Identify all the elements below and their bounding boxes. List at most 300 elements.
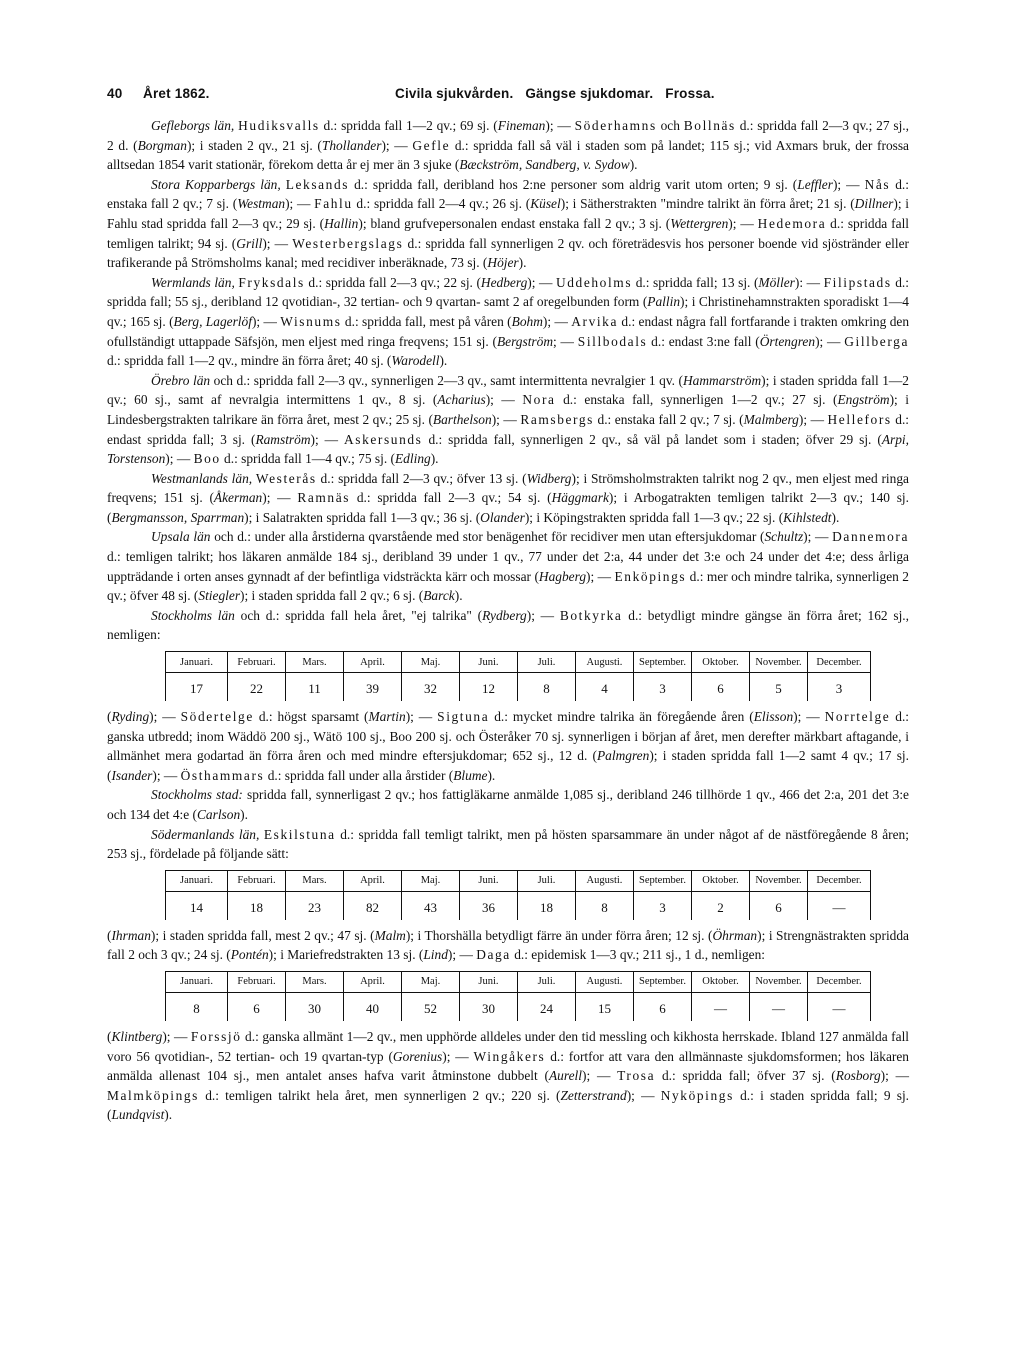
month-header: Januari.: [166, 652, 228, 673]
paragraph-stockholms-lan-cont: [107, 707, 909, 785]
text-run: ).: [439, 353, 448, 369]
text-run: ).: [518, 255, 527, 271]
text-run: ); —: [152, 767, 181, 783]
doctor-name: Ramström: [255, 431, 311, 447]
month-value: 6: [228, 992, 286, 1021]
doctor-name: Stiegler: [198, 588, 241, 604]
month-value: 15: [576, 992, 634, 1021]
paragraph-sodermanland-cont: [107, 926, 909, 965]
text-run: ); —: [162, 1028, 191, 1044]
district-name: Westerbergslags: [292, 235, 404, 251]
month-value: 5: [750, 673, 808, 702]
month-value: —: [808, 992, 871, 1021]
text-run: ); —: [832, 176, 865, 192]
paragraph-kopparberg: [107, 175, 909, 273]
month-header: Januari.: [166, 870, 228, 891]
month-header: April.: [344, 971, 402, 992]
district-name: Bollnäs: [683, 118, 736, 133]
month-header: November.: [750, 652, 808, 673]
doctor-name: Barck: [423, 588, 455, 604]
text-run: ); i staden spridda fall 2 qv.; 6 sj. (: [240, 588, 424, 604]
month-value: 8: [576, 891, 634, 920]
monthly-cases-table-botkyrka: [165, 651, 871, 701]
text-run: d.: spridda fall så väl i staden som på landet; 115 sj.; vid Axmars bruk, der frossa alltsedan 1854 varit stationär, förekom detta år ej mer än 3 sjuke (: [107, 137, 910, 173]
text-run: ); —: [381, 137, 413, 153]
doctor-name: Malmberg: [743, 411, 799, 427]
page: [107, 86, 909, 1125]
text-run: ); i staden spridda fall 1—2 samt 4 qv.; 17 sj. (: [107, 748, 910, 783]
month-value: 30: [286, 992, 344, 1021]
doctor-name: Pallin: [647, 294, 681, 310]
doctor-name: Åkerman: [213, 490, 263, 506]
table-header-row: [166, 870, 871, 891]
text-run: d.: spridda fall 2—3 qv.; öfver 13 sj. (: [316, 470, 527, 486]
doctor-name: Elisson: [753, 709, 794, 725]
text-run: ); —: [405, 709, 438, 725]
doctor-name: Acharius: [437, 392, 486, 408]
district-name: Wisnums: [280, 313, 342, 329]
month-value: 6: [692, 673, 750, 702]
month-value: 17: [166, 673, 228, 702]
text-run: ); —: [626, 1087, 661, 1103]
text-run: och d.: spridda fall 2—3 qv., synnerligen 2—3 qv., samt intermittenta nevralgier 1 qv. (: [210, 372, 684, 388]
text-run: ); —: [728, 215, 758, 231]
month-header: Juli.: [518, 971, 576, 992]
month-header: Juni.: [460, 971, 518, 992]
doctor-name: Arpi, Torstenson: [107, 431, 909, 467]
text-run: d.: spridda fall 2—3 qv.; 22 sj. (: [304, 274, 481, 290]
text-run: ); —: [545, 118, 575, 133]
month-header: Augusti.: [576, 652, 634, 673]
month-header: April.: [344, 652, 402, 673]
district-name: Forssjö: [190, 1028, 242, 1044]
text-run: d.: högst sparsamt (: [253, 709, 369, 725]
district-name: Hellefors: [827, 411, 892, 427]
text-run: ); —: [803, 529, 833, 545]
doctor-name: Pontén: [230, 947, 269, 963]
text-run: ); —: [310, 431, 344, 447]
doctor-name: Blume: [453, 767, 488, 783]
month-value: 3: [634, 673, 692, 702]
text-run: d.: endast några fall fortfarande i trakten omkring den ofullständigt uttappade Säfsjön, men eljest med ringa freqvens; 151 sj. (: [107, 313, 910, 349]
text-run: ); i Arbogatrakten temligen talrikt 2—3 qv.; 140 sj. (: [107, 490, 909, 525]
text-run: d.: spridda fall 2—4 qv.; 26 sj. (: [352, 196, 531, 212]
running-title: [395, 86, 723, 101]
month-value: 43: [402, 891, 460, 920]
text-run: ); i Thorshälla betydligt färre än under förra åren; 12 sj. (: [405, 927, 713, 943]
doctor-name: Ryding: [111, 709, 150, 725]
text-run: d.: spridda fall, mest på våren (: [341, 313, 512, 329]
text-run: d.: spridda fall, deribland hos 2:ne personer som aldrig varit utom orten; 9 sj. (: [349, 176, 798, 192]
month-header: Juli.: [518, 652, 576, 673]
doctor-name: Borgman: [137, 137, 187, 153]
text-run: ); —: [880, 1068, 910, 1084]
county-name: Gefleborgs län,: [151, 118, 235, 133]
month-value: 11: [286, 673, 344, 702]
district-name: Nyköpings: [660, 1087, 734, 1103]
month-value: 6: [634, 992, 692, 1021]
text-run: ); —: [262, 490, 298, 506]
county-name: Westmanlands län,: [151, 470, 253, 486]
doctor-name: Örtengren: [759, 333, 816, 349]
month-header: Februari.: [228, 971, 286, 992]
district-name: Norrtelge: [824, 709, 891, 725]
doctor-name: Warodell: [391, 353, 440, 369]
text-run: ); i staden spridda fall, mest 2 qv.; 47 sj. (: [150, 927, 375, 943]
district-name: Hudiksvalls: [238, 118, 320, 133]
text-run: (: [107, 927, 112, 943]
page-number: 40: [107, 86, 123, 101]
text-run: d.: spridda fall under alla årstider (: [264, 767, 454, 783]
text-run: ).: [629, 157, 638, 173]
district-name: Botkyrka: [559, 607, 623, 623]
text-run: ); —: [285, 196, 315, 212]
doctor-name: Ihrman: [111, 927, 151, 943]
doctor-name: Möller: [758, 274, 795, 290]
paragraph-wermland: [107, 273, 909, 371]
text-run: spridda fall, synnerligast 2 qv.; hos fattigläkarne anmälde 1,085 sj., deribland 246 tillhörde 1 qv., 466 det 2:a, 201 det 3:e och 134 det 4:e (: [107, 787, 910, 822]
text-run: ); —: [447, 947, 477, 963]
text-run: d.: mer och mindre talrika, synnerligen 2 qv.; öfver 48 sj. (: [107, 568, 909, 604]
text-run: d.: enstaka fall, synnerligen 1—2 qv.; 27 sj. (: [555, 392, 838, 408]
county-name: Upsala län: [151, 529, 211, 545]
paragraph-stockholms-stad: [107, 785, 909, 824]
doctor-name: Leffler: [797, 176, 833, 192]
district-name: Eskilstuna: [263, 826, 336, 842]
text-run: ): —: [794, 274, 824, 290]
month-value: 12: [460, 673, 518, 702]
district-name: Fahlu: [314, 196, 353, 212]
doctor-name: Carlson: [197, 807, 241, 822]
district-name: Nås: [864, 176, 891, 192]
text-run: ); —: [485, 392, 523, 408]
text-run: ); i Lindesbergstrakten talrikare än förra året, mest 2 qv.; 25 sj. (: [107, 392, 910, 427]
doctor-name: Barthelson: [432, 411, 492, 427]
doctor-name: Engström: [837, 392, 890, 408]
month-header: Maj.: [402, 971, 460, 992]
monthly-cases-table-daga: [165, 971, 871, 1021]
month-value: 18: [518, 891, 576, 920]
district-name: Ramsbergs: [520, 411, 594, 427]
month-value: —: [692, 992, 750, 1021]
month-header: December.: [808, 971, 871, 992]
text-run: d.: spridda fall 1—2 qv., mindre än förra året; 40 sj. (: [107, 353, 392, 369]
district-name: Gillberga: [844, 333, 909, 349]
month-header: Maj.: [402, 870, 460, 891]
table-value-row: [166, 891, 871, 920]
text-run: ); —: [165, 451, 194, 467]
text-run: d.: spridda fall temligen talrikt; 94 sj. (: [107, 215, 910, 251]
district-name: Malmköpings: [107, 1087, 199, 1103]
month-header: Augusti.: [576, 971, 634, 992]
doctor-name: Hammarström: [683, 372, 762, 388]
text-run: ); —: [542, 313, 572, 329]
text-run: ); —: [527, 274, 556, 290]
text-run: d.: ganska allmänt 1—2 qv., men upphörde alldeles under den tid messling och kikhosta herrskade. Ibland 127 anmälda fall voro 56 qvotidian-, 52 tertian- och 19 qvartan-typ (: [107, 1028, 910, 1064]
doctor-name: Dillner: [854, 196, 894, 212]
month-header: Januari.: [166, 971, 228, 992]
doctor-name: Küsel: [530, 196, 561, 212]
doctor-name: Aurell: [549, 1068, 582, 1084]
text-run: ); i Fahlu stad spridda fall 2—3 qv.; 29 sj. (: [107, 196, 910, 231]
doctor-name: Thollander: [321, 137, 382, 153]
monthly-cases-table-eskilstuna: [165, 870, 871, 920]
doctor-name: Hedberg: [480, 274, 528, 290]
month-value: 8: [166, 992, 228, 1021]
table-header-row: [166, 652, 871, 673]
month-header: Februari.: [228, 652, 286, 673]
text-run: ).: [164, 1107, 173, 1123]
text-run: ); i Strengnästrakten spridda fall 2 och 3 qv.; 24 sj. (: [107, 927, 909, 963]
month-header: December.: [808, 870, 871, 891]
district-name: Ramnäs: [297, 490, 351, 506]
text-run: d.: spridda fall; 55 sj., deribland 12 qvotidian-, 32 tertian- och 9 qvartan- samt 2 af oregelbunden form (: [107, 274, 910, 310]
text-run: ); i Christinehamnstrakten sporadiskt 1—4 qv.; 165 sj. (: [107, 294, 909, 329]
month-value: 8: [518, 673, 576, 702]
doctor-name: Widberg: [526, 470, 572, 486]
month-value: 24: [518, 992, 576, 1021]
month-value: 40: [344, 992, 402, 1021]
doctor-name: Westman: [237, 196, 286, 212]
month-value: 3: [808, 673, 871, 702]
doctor-name: Öhrman: [712, 927, 758, 943]
district-name: Östhammars: [180, 767, 265, 783]
text-run: d.: betydligt mindre gängse än förra året; 162 sj., nemligen:: [107, 607, 910, 643]
text-run: och: [656, 118, 684, 133]
district-name: Sigtuna: [437, 709, 490, 725]
text-run: ).: [454, 588, 463, 604]
text-run: ).: [240, 807, 248, 822]
text-run: ); i Köpingstrakten spridda fall 1—3 qv.; 22 sj. (: [524, 509, 784, 525]
doctor-name: Häggmark: [551, 490, 609, 506]
district-name: Wingåkers: [473, 1048, 546, 1064]
district-name: Gefle: [412, 137, 451, 153]
month-value: 82: [344, 891, 402, 920]
month-value: 32: [402, 673, 460, 702]
month-header: Juli.: [518, 870, 576, 891]
doctor-name: Kihlstedt: [783, 509, 832, 525]
month-header: September.: [634, 971, 692, 992]
doctor-name: Olander: [480, 509, 525, 525]
text-run: d.: epidemisk 1—3 qv.; 211 sj., 1 d., nemligen:: [510, 947, 765, 963]
month-header: Mars.: [286, 971, 344, 992]
text-run: d.: spridda fall, synnerligen 2 qv., så väl på landet som i staden; öfver 29 sj. (: [422, 431, 882, 447]
district-name: Trosa: [617, 1068, 656, 1084]
table-header-row: [166, 971, 871, 992]
month-value: 14: [166, 891, 228, 920]
district-name: Sillbodals: [577, 333, 648, 349]
month-header: Oktober.: [692, 652, 750, 673]
text-run: d.: enstaka fall 2 qv.; 7 sj. (: [107, 176, 909, 212]
text-run: ); bland grufvepersonalen endast enstaka fall 2 qv.; 3 sj. (: [358, 215, 671, 231]
doctor-name: Rydberg: [482, 607, 527, 623]
doctor-name: Zetterstrand: [560, 1087, 627, 1103]
text-run: ); —: [793, 709, 825, 725]
doctor-name: Martin: [368, 709, 406, 725]
text-run: ); i Strömsholmstrakten talrikt nog 2 qv., men eljest med ringa freqvens; 151 sj. (: [107, 470, 909, 506]
doctor-name: Fineman: [497, 118, 546, 133]
running-title-1: Civila sjukvården.: [395, 86, 514, 101]
text-run: ); i Salatrakten spridda fall 1—3 qv.; 36 sj. (: [244, 509, 481, 525]
doctor-name: Rosborg: [835, 1068, 881, 1084]
doctor-name: Grill: [236, 235, 263, 251]
month-value: 6: [750, 891, 808, 920]
district-name: Askersunds: [344, 431, 423, 447]
text-run: d.: spridda fall temligt talrikt, men på hösten sparsammare än under något af de nästföregående 8 åren; 253 sj., fördelade på följande sätt:: [107, 826, 909, 862]
doctor-name: Hallin: [324, 215, 359, 231]
doctor-name: Höjer: [487, 255, 519, 271]
month-value: 30: [460, 992, 518, 1021]
district-name: Westerås: [255, 470, 317, 486]
month-value: 3: [634, 891, 692, 920]
doctor-name: Palmgren: [597, 748, 650, 764]
month-value: 2: [692, 891, 750, 920]
text-run: ; —: [553, 333, 578, 349]
paragraph-sodermanland-end: [107, 1027, 909, 1125]
district-name: Arvika: [571, 313, 619, 329]
text-run: och d.: under alla årstiderna qvarstående med stor benägenhet för recidiver men utan eftersjukdomar (: [210, 529, 765, 545]
doctor-name: Schultz: [764, 529, 804, 545]
paragraph-stockholms-lan: [107, 606, 909, 645]
county-name: Stockholms stad:: [151, 787, 243, 803]
paragraph-orebro: [107, 371, 909, 469]
county-name: Stora Kopparbergs län,: [151, 176, 281, 192]
doctor-name: Lundqvist: [111, 1107, 165, 1123]
paragraph-sodermanland: [107, 825, 909, 864]
district-name: Enköpings: [614, 568, 687, 584]
text-run: d.: endast spridda fall; 3 sj. (: [107, 411, 910, 447]
page-header: [107, 86, 909, 116]
text-run: d.: spridda fall 1—4 qv.; 75 sj. (: [220, 451, 395, 467]
month-value: —: [808, 891, 871, 920]
district-name: Nora: [522, 392, 556, 408]
month-header: Mars.: [286, 870, 344, 891]
text-run: och d.: spridda fall hela året, "ej talrika" (: [234, 607, 483, 623]
county-name: Örebro län: [151, 372, 211, 388]
paragraph-upsala: [107, 527, 909, 605]
district-name: Hedemora: [757, 215, 827, 231]
month-header: Oktober.: [692, 870, 750, 891]
text-run: d.: ganska utbredd; inom Wäddö 200 sj., Wätö 100 sj., Boo 200 sj. och Österåker 70 sj. synnerligen i början af året, men derefter märkbart aftagande, i allmänhet mera godartad än förra åren och med mindre eftersjukdomar; 652 sj., 12 d. (: [107, 709, 910, 764]
district-name: Daga: [476, 947, 511, 963]
running-year: Året 1862.: [143, 86, 210, 101]
month-value: 18: [228, 891, 286, 920]
text-run: ); —: [149, 709, 181, 725]
paragraph-westmanland: [107, 469, 909, 528]
text-run: d.: temligen talrikt hela året, men synnerligen 2 qv.; 220 sj. (: [199, 1087, 561, 1103]
month-header: September.: [634, 652, 692, 673]
text-run: ); —: [581, 1068, 618, 1084]
district-name: Dannemora: [832, 529, 910, 545]
text-run: d.: spridda fall; öfver 37 sj. (: [655, 1068, 836, 1084]
doctor-name: Bohm: [511, 313, 543, 329]
month-header: November.: [750, 971, 808, 992]
text-run: ); —: [815, 333, 845, 349]
text-run: d.: spridda fall synnerligen 2 qv. och företrädesvis hos personer boende vid sjöstränder eller trafikerande på Strömsholms kanal; med recidiver inberäknade, 73 sj. (: [107, 235, 910, 271]
doctor-name: Hagberg: [538, 568, 587, 584]
district-name: Leksands: [285, 176, 350, 192]
doctor-name: Isander: [111, 767, 153, 783]
text-run: d.: enstaka fall 2 qv.; 7 sj. (: [593, 411, 744, 427]
text-run: d.: spridda fall 1—2 qv.; 69 sj. (: [319, 118, 498, 133]
district-name: Boo: [193, 451, 221, 467]
text-run: ).: [430, 451, 439, 467]
month-header: Oktober.: [692, 971, 750, 992]
month-value: 23: [286, 891, 344, 920]
text-run: ); i staden spridda fall 1—2 qv.; 60 sj., samt af nevralgia intermittens 1 qv., 8 sj. (: [107, 372, 909, 408]
doctor-name: Klintberg: [111, 1028, 163, 1044]
county-name: Wermlands län,: [151, 274, 235, 290]
text-run: ); —: [798, 411, 828, 427]
district-name: Uddeholms: [555, 274, 633, 290]
text-run: d.: spridda fall; 13 sj. (: [632, 274, 759, 290]
doctor-name: Berg, Lagerlöf: [173, 313, 252, 329]
text-run: (: [107, 1028, 112, 1044]
text-run: ); —: [586, 568, 615, 584]
text-run: d.: mycket mindre talrika än föregående åren (: [489, 709, 754, 725]
text-run: ).: [831, 509, 840, 525]
doctor-name: Lind: [423, 947, 448, 963]
paragraph-gefleborg: [107, 116, 909, 175]
text-run: d.: i staden spridda fall; 9 sj. (: [107, 1087, 910, 1123]
month-header: Juni.: [460, 652, 518, 673]
doctor-name: Edling: [395, 451, 431, 467]
month-header: Mars.: [286, 652, 344, 673]
district-name: Södertelge: [180, 709, 254, 725]
text-run: ); —: [491, 411, 521, 427]
month-header: Juni.: [460, 870, 518, 891]
text-run: ); —: [442, 1048, 474, 1064]
doctor-name: Bergmansson, Sparrman: [111, 509, 245, 525]
month-value: —: [750, 992, 808, 1021]
month-value: 36: [460, 891, 518, 920]
running-title-2: Gängse sjukdomar.: [525, 86, 654, 101]
doctor-name: Bergström: [496, 333, 554, 349]
district-name: Filipstads: [823, 274, 892, 290]
month-header: November.: [750, 870, 808, 891]
county-name: Södermanlands län,: [151, 826, 260, 842]
month-header: Maj.: [402, 652, 460, 673]
table-value-row: [166, 992, 871, 1021]
text-run: (: [107, 709, 112, 725]
table-value-row: [166, 673, 871, 702]
month-header: April.: [344, 870, 402, 891]
text-run: d.: spridda fall 2—3 qv.; 54 sj. (: [350, 490, 552, 506]
running-title-3: Frossa.: [665, 86, 715, 101]
month-value: 22: [228, 673, 286, 702]
month-header: Februari.: [228, 870, 286, 891]
text-run: ); i staden 2 qv., 21 sj. (: [186, 137, 322, 153]
month-header: Augusti.: [576, 870, 634, 891]
month-value: 39: [344, 673, 402, 702]
month-value: 52: [402, 992, 460, 1021]
doctor-name: Gorenius: [392, 1048, 443, 1064]
text-run: ); —: [251, 313, 281, 329]
text-run: ); i Sätherstrakten "mindre talrikt än förra året; 21 sj. (: [560, 196, 855, 212]
month-header: December.: [808, 652, 871, 673]
text-run: ).: [487, 767, 496, 783]
text-run: d.: fortfor att vara den allmännaste sjukdomsformen; hos läkaren anmälda allenast 104 sj., men antalet anses hafva varit åtminstone dubbelt (: [107, 1048, 909, 1084]
text-run: d.: endast 3:ne fall (: [647, 333, 760, 349]
text-run: ); —: [526, 607, 560, 623]
text-run: ); i Mariefredstrakten 13 sj. (: [268, 947, 424, 963]
text-run: ); —: [262, 235, 293, 251]
county-name: Stockholms län: [151, 607, 235, 623]
doctor-name: Malm: [374, 927, 406, 943]
district-name: Söderhamns: [574, 118, 657, 133]
district-name: Fryksdals: [238, 274, 305, 290]
doctor-name: Wettergren: [670, 215, 729, 231]
